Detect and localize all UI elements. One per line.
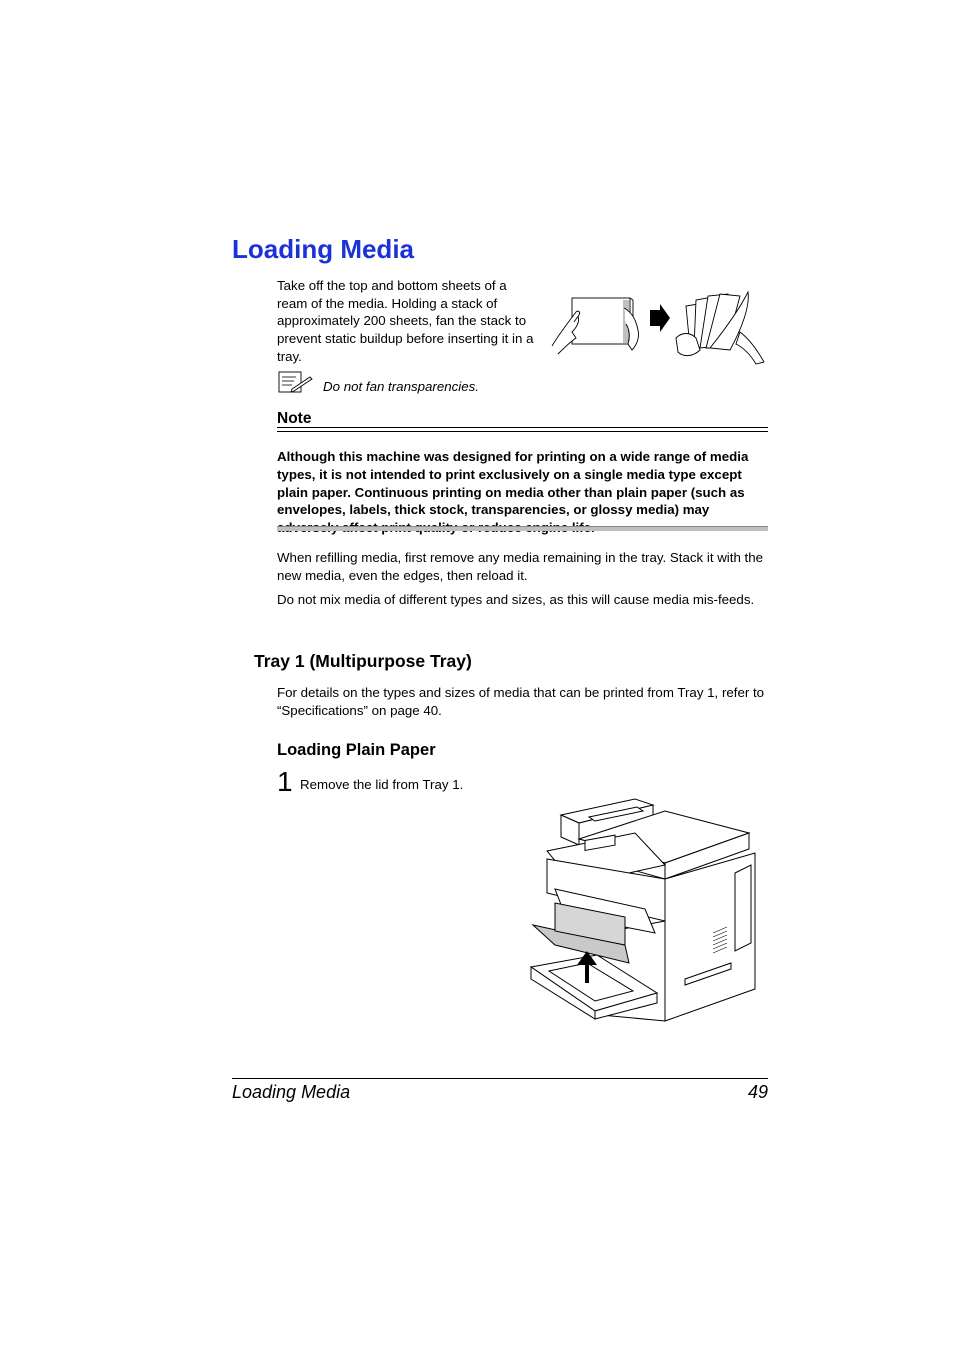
subsection-title: Loading Plain Paper — [277, 741, 436, 759]
note-body: Although this machine was designed for printing on a wide range of media types, it is not intended to print exclusively on a single media type except plain paper. Continuous printing on media other than plain paper (such as envelopes, labels, thick stock, transparencies, or glossy media) may — [277, 449, 749, 518]
note-rule-top-inner — [277, 431, 768, 432]
refill-paragraph: When refilling media, first remove any media remaining in the tray. Stack it with the new media, even the edges, then reload it. — [277, 550, 764, 583]
note-rule-bottom — [277, 526, 768, 531]
page-title: Loading Media — [232, 234, 414, 264]
intro-paragraph: Take off the top and bottom sheets of a ream of the media. Holding a stack of approximately 200 sheets, fan the stack to prevent static buildup before inserting it in a tray. — [277, 278, 534, 364]
memo-pencil-icon — [278, 371, 314, 393]
paper-stack — [572, 298, 633, 345]
fan-paper-illustration — [550, 288, 768, 366]
arrow-right-icon — [650, 304, 670, 332]
section-description: For details on the types and sizes of media that can be printed from Tray 1, refer to “Specifications” on page 40. — [277, 685, 765, 718]
printer-illustration — [525, 793, 760, 1025]
step-number: 1 — [277, 766, 293, 797]
page-number: 49 — [747, 1082, 768, 1102]
fan-note: Do not fan transparencies. — [323, 379, 479, 394]
section-title: Tray 1 (Multipurpose Tray) — [254, 651, 472, 671]
note-heading: Note — [277, 410, 312, 427]
nomix-paragraph: Do not mix media of different types and sizes, as this will cause media mis-feeds. — [277, 592, 755, 607]
step-text: Remove the lid from Tray 1. — [300, 777, 464, 792]
note-rule-top — [277, 427, 768, 428]
footer-title: Loading Media — [232, 1082, 351, 1102]
footer-rule — [232, 1078, 768, 1079]
